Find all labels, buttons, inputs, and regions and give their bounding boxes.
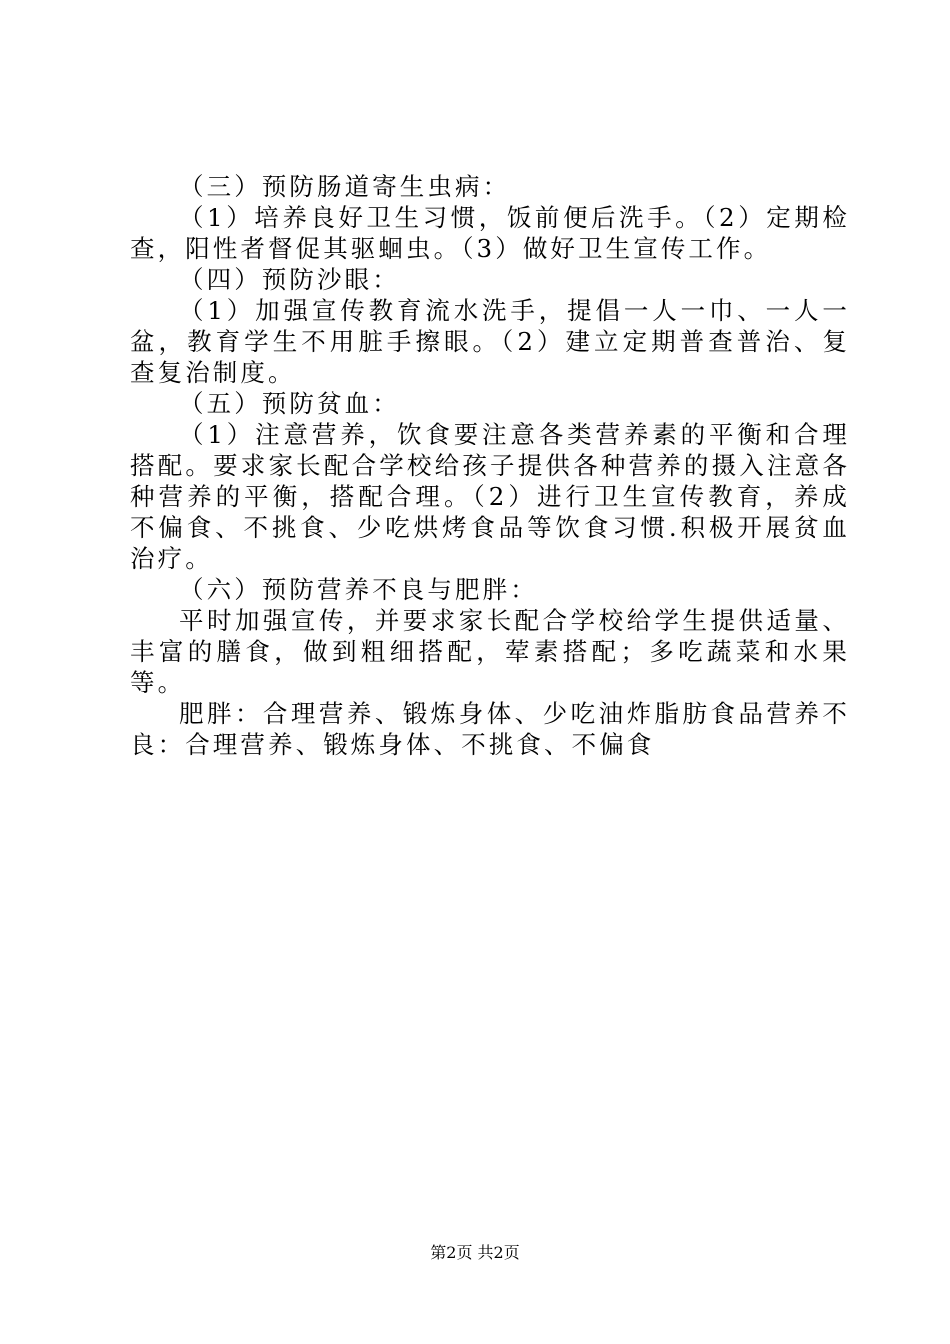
paragraph-trachoma: （1）加强宣传教育流水洗手，提倡一人一巾、一人一盆，教育学生不用脏手擦眼。（2）建立定期普查普治、复查复治制度。 — [130, 296, 850, 387]
paragraph-malnutrition-obesity: 平时加强宣传，并要求家长配合学校给学生提供适量、丰富的膳食，做到粗细搭配，荤素搭配；多吃蔬菜和水果等。 — [130, 606, 850, 697]
section-heading-trachoma: （四）预防沙眼： — [179, 265, 400, 294]
section-heading-anemia: （五）预防贫血： — [179, 389, 400, 418]
section-heading-intestinal-parasites: （三）预防肠道寄生虫病： — [179, 172, 511, 201]
paragraph-anemia: （1）注意营养，饮食要注意各类营养素的平衡和合理搭配。要求家长配合学校给孩子提供各种营养的摄入注意各种营养的平衡，搭配合理。（2）进行卫生宣传教育，养成不偏食、不挑食、少吃烘烤食品等饮食习惯.积极开展贫血治疗。 — [130, 420, 850, 573]
page-footer — [0, 1243, 950, 1263]
page-number: 第2页 共2页 — [430, 1243, 520, 1262]
document-body — [130, 171, 850, 760]
paragraph-intestinal-parasites: （1）培养良好卫生习惯，饭前便后洗手。（2）定期检查，阳性者督促其驱蛔虫。（3）做好卫生宣传工作。 — [130, 203, 850, 263]
section-heading-malnutrition-obesity: （六）预防营养不良与肥胖： — [179, 575, 538, 604]
paragraph-obesity-summary: 肥胖：合理营养、锻炼身体、少吃油炸脂肪食品营养不良：合理营养、锻炼身体、不挑食、不偏食 — [130, 699, 850, 759]
